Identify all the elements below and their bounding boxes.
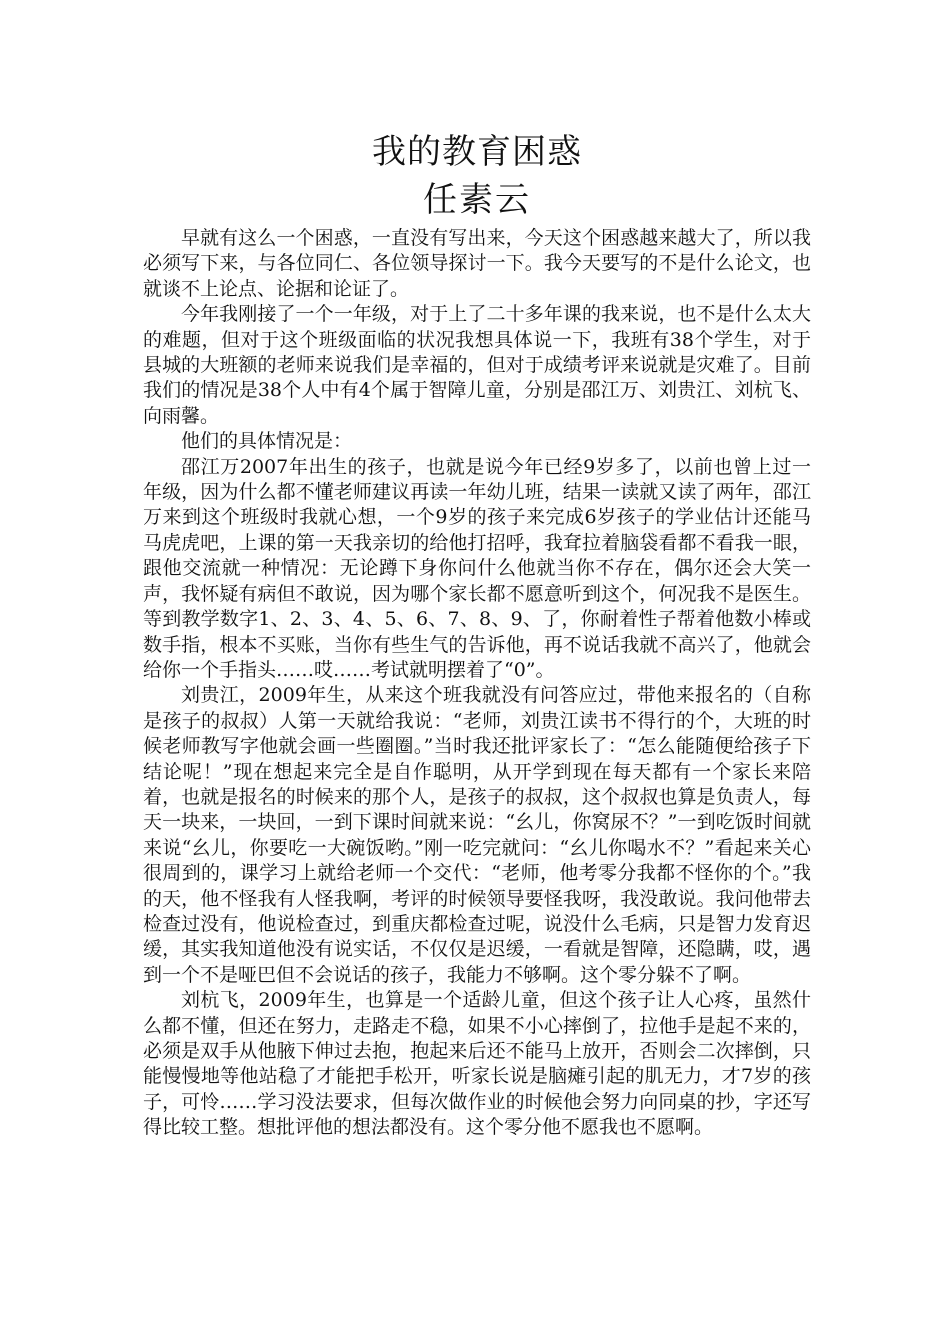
document-title: 我的教育困惑 [372, 132, 582, 172]
paragraph-intro: 早就有这么一个困惑，一直没有写出来，今天这个困惑越来越大了，所以我必须写下来，与各位同仁、各位领导探讨一下。我今天要写的不是什么论文，也就谈不上论点、论据和论证了。 [143, 227, 811, 300]
paragraph-liu-hangfei: 刘杭飞，2009年生，也算是一个适龄儿童，但这个孩子让人心疼，虽然什么都不懂，但还在努力，走路走不稳，如果不小心摔倒了，拉他手是起不来的，必须是双手从他腋下伸过去抱，抱起来后还不能马上放开，否则会二次摔倒，只能慢慢地等他站稳了才能把手松开，听家长说是脑瘫引起的肌无力，才7岁的孩子，可怜……学习没法要求，但每次做作业的时候他会努力向同桌的抄，字还写得比较工整。想批评他的想法都没有。这个零分他不愿我也不愿啊。 [143, 989, 811, 1139]
paragraph-shao-jiangwan: 邵江万2007年出生的孩子，也就是说今年已经9岁多了，以前也曾上过一年级，因为什么都不懂老师建议再读一年幼儿班，结果一读就又读了两年，邵江万来到这个班级时我就心想，一个9岁的孩子来完成6岁孩子的学业估计还能马马虎虎吧，上课的第一天我亲切的给他打招呼，我耷拉着脑袋看都不看我一眼，跟他交流就一种情况：无论蹲下身你问什么他就当你不存在，偶尔还会大笑一声，我怀疑有病但不敢说，因为哪个家长都不愿意听到这个，何况我不是医生。等到教学数字1、2、3、4、5、6、7、8、9、了，你耐着性子帮着他数小棒或数手指，根本不买账，当你有些生气的告诉他，再不说话我就不高兴了，他就会给你一个手指头……哎……考试就明摆着了“0”。 [143, 455, 811, 681]
document-body [143, 128, 811, 1141]
document-author: 任素云 [423, 180, 531, 220]
paragraph-liu-guijiang: 刘贵江，2009年生，从来这个班我就没有问答应过，带他来报名的（自称是孩子的叔叔）人第一天就给我说：“老师，刘贵江读书不得行的个，大班的时候老师教写字他就会画一些圈圈。”当时我还批评家长了：“怎么能随便给孩子下结论呢！”现在想起来完全是自作聪明，从开学到现在每天都有一个家长来陪着，也就是报名的时候来的那个人，是孩子的叔叔，这个叔叔也算是负责人，每天一块来，一块回，一到下课时间就来说：“幺儿，你窝尿不？”一到吃饭时间就来说“幺儿，你要吃一大碗饭哟。”刚一吃完就问：“幺儿你喝水不？”看起来关心很周到的，课学习上就给老师一个交代：“老师，他考零分我都不怪你的个。”我的天，他不怪我有人怪我啊，考评的时候领导要怪我呀，我没敢说。我问他带去检查过没有，他说检查过，到重庆都检查过呢，说没什么毛病，只是智力发育迟缓，其实我知道他没有说实话，不仅仅是迟缓，一看就是智障，还隐瞒，哎，遇到一个不是哑巴但不会说话的孩子，我能力不够啊。这个零分躲不了啊。 [143, 684, 811, 986]
paragraph-class-situation: 今年我刚接了一个一年级，对于上了二十多年课的我来说，也不是什么太大的难题，但对于这个班级面临的状况我想具体说一下，我班有38个学生，对于县城的大班额的老师来说我们是幸福的，但对于成绩考评来说就是灾难了。目前我们的情况是38个人中有4个属于智障儿童，分别是邵江万、刘贵江、刘杭飞、向雨馨。 [143, 303, 811, 427]
paragraph-details-heading: 他们的具体情况是： [181, 430, 353, 453]
